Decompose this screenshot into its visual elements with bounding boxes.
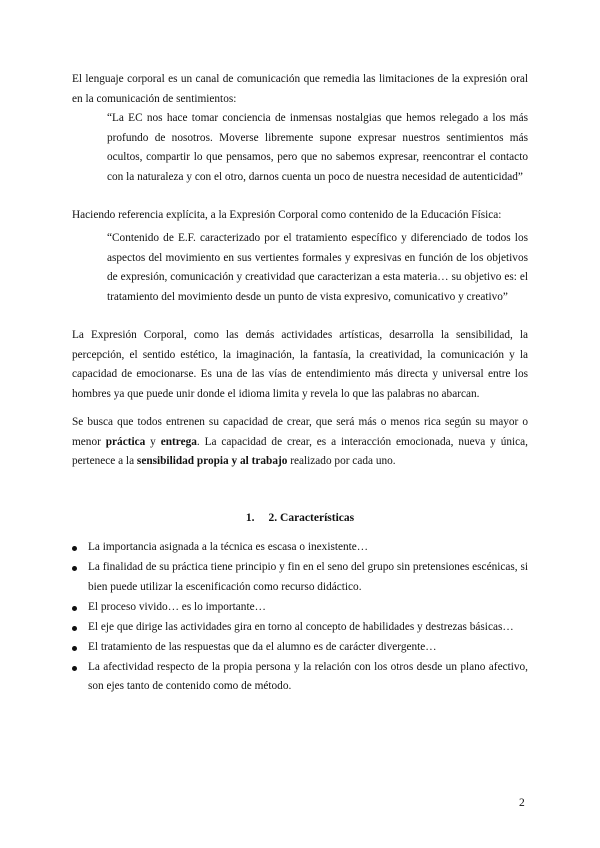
creativity-paragraph <box>72 413 528 472</box>
bullet-icon <box>72 546 77 551</box>
creativity-text-2: y <box>145 435 161 448</box>
list-item <box>72 618 528 638</box>
characteristics-list <box>72 538 528 697</box>
list-item <box>72 658 528 697</box>
list-item <box>72 638 528 658</box>
section-title: 2. Características <box>268 512 355 524</box>
bullet-icon <box>72 606 77 611</box>
quote-block-2: “Contenido de E.F. caracterizado por el tratamiento específico y diferenciado de todos los aspectos del movimiento en sus vertientes formales y expresivas en función de los objetivos de expresión, comunicación y creatividad que caracterizan a esta materia… su objetivo es: el tratamiento del movimiento desde un punto de vista expresivo, comunicativo y creativo” <box>107 232 528 303</box>
entrega-bold: entrega <box>160 435 197 448</box>
intro-paragraph: El lenguaje corporal es un canal de comunicación que remedia las limitaciones de la expresión oral en la comunicación de sentimientos: <box>72 73 528 105</box>
list-item-text: La finalidad de su práctica tiene principio y fin en el seno del grupo sin pretensiones escénicas, si bien puede utilizar la escenificación como recurso didáctico. <box>88 561 528 593</box>
creativity-text-4: realizado por cada uno. <box>287 455 396 467</box>
sensibilidad-bold: sensibilidad propia y al trabajo <box>136 455 288 467</box>
list-item-text: El tratamiento de las respuestas que da el alumno es de carácter divergente… <box>88 640 437 653</box>
practica-bold: práctica <box>105 435 146 448</box>
bullet-icon <box>72 666 77 671</box>
bullet-icon <box>72 626 77 631</box>
section-heading <box>0 512 600 524</box>
list-item <box>72 538 528 558</box>
list-item <box>72 598 528 618</box>
creativity-text-3: . La capacidad de crear, es a interacción emocionada, nueva y única, pertenece a la <box>72 435 529 467</box>
list-item <box>72 558 528 597</box>
creativity-text-1: Se busca que todos entrenen su capacidad de crear, que será más o menos rica según su mayor o menor <box>72 416 528 448</box>
page-number: 2 <box>519 797 525 809</box>
bullet-icon <box>72 646 77 651</box>
bullet-icon <box>72 566 77 571</box>
list-item-text: El eje que dirige las actividades gira en torno al concepto de habilidades y destrezas básicas… <box>88 620 514 633</box>
list-item-text: El proceso vivido… es lo importante… <box>88 600 266 613</box>
expression-paragraph: La Expresión Corporal, como las demás actividades artísticas, desarrolla la sensibilidad, la percepción, el sentido estético, la imaginación, la fantasía, la creatividad, la comunicación y la capacidad de emocionarse. Es una de las vías de entendimiento más directa y universal entre los hombres ya que puede unir donde el idioma limita y revela lo que las palabras no abarcan. <box>72 329 528 400</box>
list-item-text: La afectividad respecto de la propia persona y la relación con los otros desde un plano afectivo, son ejes tanto de contenido como de método. <box>88 660 528 692</box>
list-item-text: La importancia asignada a la técnica es escasa o inexistente… <box>88 541 369 553</box>
quote-block-1: “La EC nos hace tomar conciencia de inmensas nostalgias que hemos relegado a los más profundo de nosotros. Moverse libremente supone expresar nuestros sentimientos más ocultos, compartir lo que pensamos, pero que no sabemos expresar, reencontrar el contacto con la naturaleza y con el otro, darnos cuenta un poco de nuestra necesidad de autenticidad” <box>107 112 528 183</box>
reference-paragraph: Haciendo referencia explícita, a la Expresión Corporal como contenido de la Educación Física: <box>72 209 502 221</box>
section-number: 1. <box>245 512 255 524</box>
